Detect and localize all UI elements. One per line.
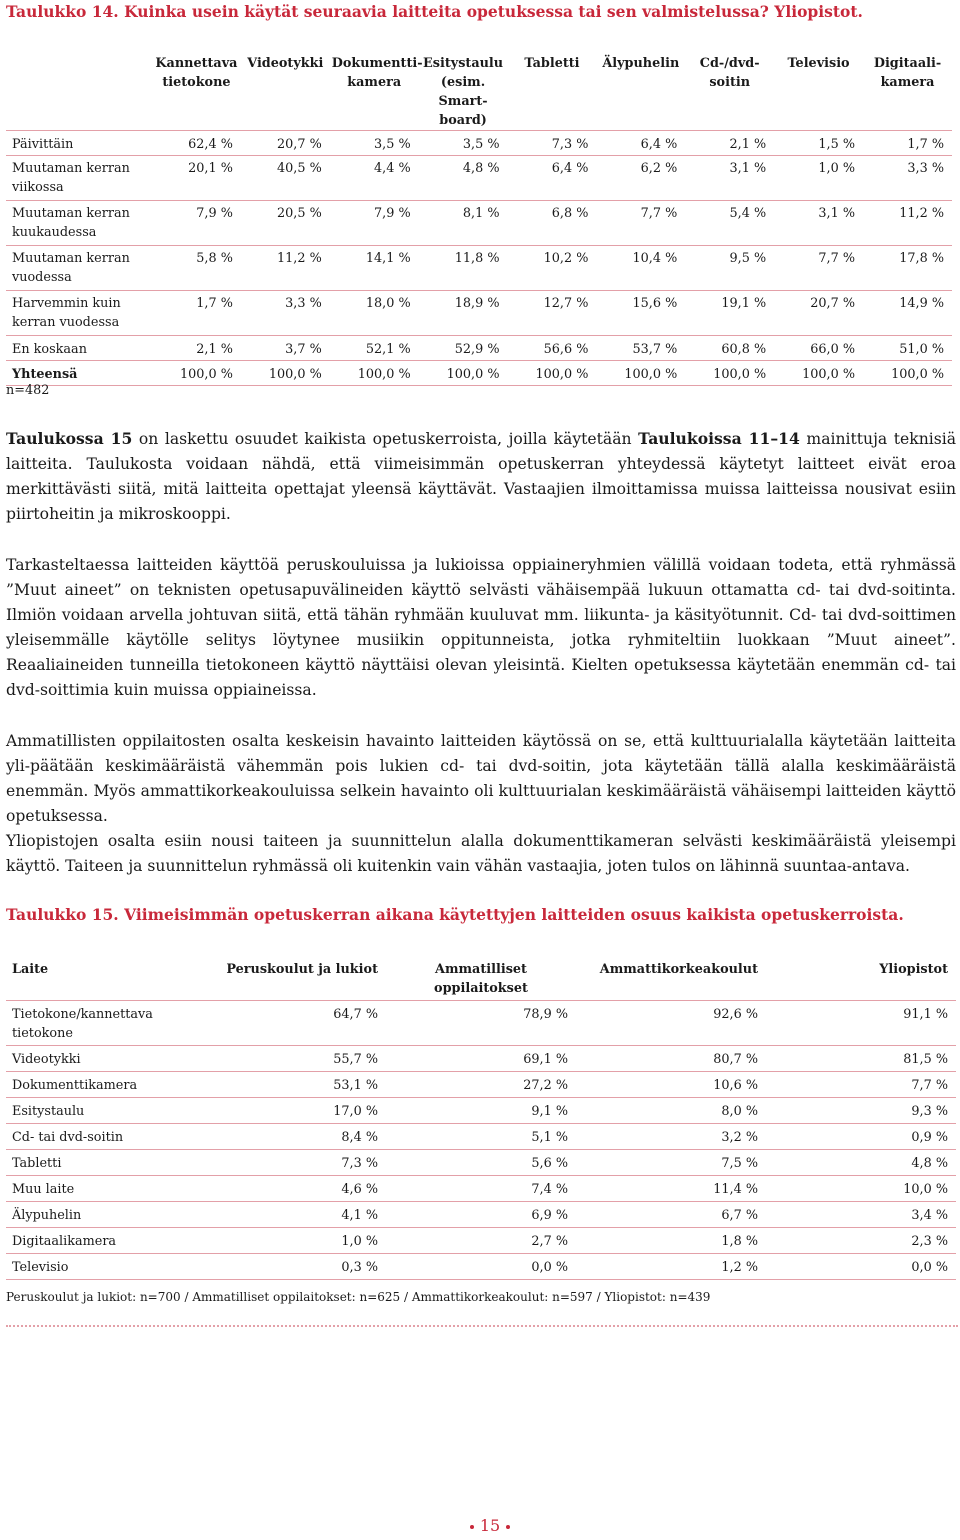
table-15 bbox=[6, 956, 956, 1280]
table14-column-header-line: Videotykki bbox=[247, 56, 324, 71]
row-label-line: Harvemmin kuin bbox=[12, 296, 121, 311]
table-cell: 78,9 % bbox=[386, 1000, 576, 1045]
table14-column-header bbox=[685, 50, 774, 131]
row-label bbox=[6, 291, 152, 336]
table-cell: 17,8 % bbox=[863, 246, 952, 291]
row-label-line: Muu laite bbox=[12, 1181, 75, 1197]
table-cell: 7,9 % bbox=[152, 201, 241, 246]
table14-column-header-line: Tabletti bbox=[524, 56, 580, 71]
table14-column-header-line: board) bbox=[439, 113, 487, 128]
row-label bbox=[6, 1201, 186, 1227]
table14-title: Taulukko 14. Kuinka usein käytät seuraavia laitteita opetuksessa tai sen valmistelussa? Yliopistot. bbox=[6, 2, 863, 21]
table-cell: 1,7 % bbox=[863, 131, 952, 156]
table-cell: 5,6 % bbox=[386, 1149, 576, 1175]
table15-column-header-line: Ammattikorkeakoulut bbox=[599, 962, 758, 977]
table-cell: 64,7 % bbox=[186, 1000, 386, 1045]
row-label bbox=[6, 156, 152, 201]
table15-column-header bbox=[766, 956, 956, 1000]
table-cell: 100,0 % bbox=[685, 361, 774, 386]
table-cell: 4,8 % bbox=[419, 156, 508, 201]
table-cell: 92,6 % bbox=[576, 1000, 766, 1045]
row-label-line: Päivittäin bbox=[12, 137, 74, 152]
table-cell: 5,4 % bbox=[685, 201, 774, 246]
table-cell: 51,0 % bbox=[863, 336, 952, 361]
table14-corner bbox=[6, 50, 152, 131]
row-label bbox=[6, 246, 152, 291]
table-cell: 19,1 % bbox=[685, 291, 774, 336]
table-row bbox=[6, 1253, 956, 1279]
table14-column-header-line: Esitystaulu bbox=[423, 56, 504, 71]
table-row bbox=[6, 1045, 956, 1071]
table15-column-header-line: Ammatilliset bbox=[435, 962, 527, 977]
table15-header bbox=[6, 956, 956, 1000]
table-row bbox=[6, 156, 952, 201]
table-cell: 11,2 % bbox=[241, 246, 330, 291]
row-label-line: Muutaman kerran bbox=[12, 161, 130, 176]
table-cell: 27,2 % bbox=[386, 1071, 576, 1097]
row-label bbox=[6, 361, 152, 386]
table-cell: 4,8 % bbox=[766, 1149, 956, 1175]
table-cell: 66,0 % bbox=[774, 336, 863, 361]
table-cell: 100,0 % bbox=[508, 361, 597, 386]
page-number bbox=[0, 1516, 960, 1535]
row-label bbox=[6, 1227, 186, 1253]
table-cell: 10,2 % bbox=[508, 246, 597, 291]
table-cell: 100,0 % bbox=[330, 361, 419, 386]
table-14 bbox=[6, 50, 952, 386]
bullet-dot-right bbox=[506, 1525, 510, 1529]
table14-column-header bbox=[596, 50, 685, 131]
table-cell: 56,6 % bbox=[508, 336, 597, 361]
table14-column-header-line: Älypuhelin bbox=[602, 56, 680, 71]
row-label bbox=[6, 1175, 186, 1201]
table-cell: 0,0 % bbox=[386, 1253, 576, 1279]
table-cell: 18,0 % bbox=[330, 291, 419, 336]
paragraph-2: Tarkasteltaessa laitteiden käyttöä peruskouluissa ja lukioissa oppiaineryhmien välillä voidaan todeta, että ryhmässä ”Muut aineet” on teknisten opetusapuvälineiden käyttö selvästi vähäisempää lukuun ottamatta cd- tai dvd-soitinta. Ilmiön voidaan arvella johtuvan siitä, että tähän ryhmään kuuluvat mm. liikunta- ja käsityötunnit. Cd- tai dvd-soittimen yleisemmälle käytölle selitys löytynee musiikin oppitunneista, jotka ryhmiteltiin luokkaan ”Muut aineet”. Reaaliaineiden tunneilla tietokoneen käyttö näyttäisi olevan yleisintä. Kielten opetuksessa käytetään enemmän cd- tai dvd-soittimia kuin muissa oppiaineissa. bbox=[6, 556, 956, 699]
table14-note: n=482 bbox=[6, 383, 50, 398]
row-label-line: Tabletti bbox=[12, 1155, 62, 1171]
table-cell: 7,9 % bbox=[330, 201, 419, 246]
row-label bbox=[6, 1149, 186, 1175]
table-cell: 1,7 % bbox=[152, 291, 241, 336]
table-cell: 14,9 % bbox=[863, 291, 952, 336]
table14-column-header-line: Cd-/dvd- bbox=[699, 56, 760, 71]
table-cell: 2,7 % bbox=[386, 1227, 576, 1253]
table-cell: 91,1 % bbox=[766, 1000, 956, 1045]
table-row bbox=[6, 361, 952, 386]
table-row bbox=[6, 1149, 956, 1175]
paragraph-1 bbox=[6, 426, 956, 527]
row-label bbox=[6, 1071, 186, 1097]
table-cell: 40,5 % bbox=[241, 156, 330, 201]
table15-body bbox=[6, 1000, 956, 1279]
paragraph-1-bold-1: Taulukossa 15 bbox=[6, 429, 133, 448]
table-cell: 100,0 % bbox=[774, 361, 863, 386]
table-cell: 53,7 % bbox=[596, 336, 685, 361]
table-cell: 11,2 % bbox=[863, 201, 952, 246]
table-cell: 0,9 % bbox=[766, 1123, 956, 1149]
table-cell: 4,1 % bbox=[186, 1201, 386, 1227]
table-cell: 7,7 % bbox=[596, 201, 685, 246]
table-cell: 53,1 % bbox=[186, 1071, 386, 1097]
table-cell: 100,0 % bbox=[152, 361, 241, 386]
table-cell: 10,6 % bbox=[576, 1071, 766, 1097]
table-cell: 52,1 % bbox=[330, 336, 419, 361]
table14-column-header-line: Digitaali- bbox=[873, 56, 942, 71]
table-cell: 80,7 % bbox=[576, 1045, 766, 1071]
table-cell: 1,8 % bbox=[576, 1227, 766, 1253]
table-cell: 14,1 % bbox=[330, 246, 419, 291]
table14-column-header bbox=[330, 50, 423, 131]
table-cell: 3,3 % bbox=[241, 291, 330, 336]
table14-column-header bbox=[863, 50, 952, 131]
table-cell: 62,4 % bbox=[152, 131, 241, 156]
table-cell: 5,1 % bbox=[386, 1123, 576, 1149]
table14-column-header bbox=[508, 50, 597, 131]
table-cell: 0,0 % bbox=[766, 1253, 956, 1279]
table-cell: 1,2 % bbox=[576, 1253, 766, 1279]
table-cell: 6,4 % bbox=[508, 156, 597, 201]
row-label-line: Videotykki bbox=[12, 1051, 81, 1067]
table-cell: 11,4 % bbox=[576, 1175, 766, 1201]
table-cell: 11,8 % bbox=[419, 246, 508, 291]
row-label-line: Tietokone/kannettava bbox=[12, 1006, 153, 1022]
table15-column-header bbox=[6, 956, 186, 1000]
row-label-line: Muutaman kerran bbox=[12, 206, 130, 221]
row-label-line: viikossa bbox=[12, 180, 64, 195]
table-cell: 2,3 % bbox=[766, 1227, 956, 1253]
table14-column-header-line: (esim. Smart- bbox=[438, 75, 488, 109]
table-cell: 3,5 % bbox=[330, 131, 419, 156]
table-row bbox=[6, 1227, 956, 1253]
table-row bbox=[6, 1175, 956, 1201]
table-cell: 52,9 % bbox=[419, 336, 508, 361]
table-cell: 7,7 % bbox=[766, 1071, 956, 1097]
row-label-line: Esitystaulu bbox=[12, 1103, 85, 1119]
paragraph-4: Yliopistojen osalta esiin nousi taiteen ja suunnittelun alalla dokumenttikameran selvästi keskimääräistä yleisempi käyttö. Taiteen ja suunnittelun ryhmässä oli kuitenkin vain vähän vastaajia, joten tulos on lähinnä suuntaa-antava. bbox=[6, 832, 956, 875]
row-label-line: Älypuhelin bbox=[12, 1207, 82, 1223]
table-cell: 6,4 % bbox=[596, 131, 685, 156]
row-label bbox=[6, 1045, 186, 1071]
paragraph-3: Ammatillisten oppilaitosten osalta keskeisin havainto laitteiden käytössä on se, että kulttuurialalla käytetään laitteita yli-päätään keskimääräistä vähemmän pois lukien cd- tai dvd-soitin, jota käytetään tällä alalla keskimääräistä enemmän. Myös ammattikorkeakouluissa selkein havainto oli kulttuurialan keskimääräistä vähäisempi laitteiden käyttö opetuksessa. bbox=[6, 732, 956, 825]
table15-column-header-line: Laite bbox=[12, 962, 49, 977]
table-cell: 55,7 % bbox=[186, 1045, 386, 1071]
table-row bbox=[6, 1097, 956, 1123]
table-cell: 12,7 % bbox=[508, 291, 597, 336]
table-cell: 1,5 % bbox=[774, 131, 863, 156]
row-label bbox=[6, 1253, 186, 1279]
row-label bbox=[6, 1000, 186, 1045]
paragraph-1-bold-2: Taulukoissa 11–14 bbox=[638, 429, 800, 448]
table14-column-header-line: Dokumentti- bbox=[331, 56, 423, 71]
table-cell: 3,2 % bbox=[576, 1123, 766, 1149]
paragraph-1-text-1: on laskettu osuudet kaikista opetuskerroista, joilla käytetään bbox=[132, 430, 639, 448]
table-row bbox=[6, 291, 952, 336]
table-cell: 8,4 % bbox=[186, 1123, 386, 1149]
table-cell: 3,5 % bbox=[419, 131, 508, 156]
bullet-dot-left bbox=[470, 1525, 474, 1529]
table-cell: 18,9 % bbox=[419, 291, 508, 336]
row-label bbox=[6, 1097, 186, 1123]
table14-header bbox=[6, 50, 952, 131]
table14-column-header bbox=[241, 50, 330, 131]
table-cell: 9,1 % bbox=[386, 1097, 576, 1123]
table-cell: 8,1 % bbox=[419, 201, 508, 246]
paragraph-1-text-2: mainittuja teknisiä laitteita. Taulukosta voidaan nähdä, että viimeisimmän opetuskerran yhteydessä käytetyt laitteet eivät eroa merkittävästi siitä, mitä laitteita opettajat yleensä käyttävät. Vastaajien ilmoittamissa muissa laitteissa nousivat esiin piirtoheitin ja mikroskooppi. bbox=[6, 430, 957, 523]
table-cell: 10,4 % bbox=[596, 246, 685, 291]
row-label bbox=[6, 201, 152, 246]
table14-column-header bbox=[419, 50, 508, 131]
table-cell: 7,7 % bbox=[774, 246, 863, 291]
row-label bbox=[6, 336, 152, 361]
table-row bbox=[6, 1071, 956, 1097]
table-cell: 1,0 % bbox=[774, 156, 863, 201]
section-divider bbox=[6, 1325, 958, 1327]
table-cell: 20,5 % bbox=[241, 201, 330, 246]
row-label-line: vuodessa bbox=[12, 270, 72, 285]
table-cell: 17,0 % bbox=[186, 1097, 386, 1123]
row-label-line: kuukaudessa bbox=[12, 225, 97, 240]
row-label bbox=[6, 131, 152, 156]
table-cell: 5,8 % bbox=[152, 246, 241, 291]
table15-note: Peruskoulut ja lukiot: n=700 / Ammatilliset oppilaitokset: n=625 / Ammattikorkeakoulut: n=597 / Yliopistot: n=439 bbox=[6, 1290, 711, 1304]
table15-column-header-line: Yliopistot bbox=[879, 962, 948, 977]
table-cell: 3,1 % bbox=[685, 156, 774, 201]
table-cell: 100,0 % bbox=[241, 361, 330, 386]
table-cell: 15,6 % bbox=[596, 291, 685, 336]
table-cell: 7,4 % bbox=[386, 1175, 576, 1201]
table-row bbox=[6, 131, 952, 156]
table-cell: 4,6 % bbox=[186, 1175, 386, 1201]
table-cell: 100,0 % bbox=[419, 361, 508, 386]
table-cell: 8,0 % bbox=[576, 1097, 766, 1123]
table-row bbox=[6, 1201, 956, 1227]
table14-column-header-line: kamera bbox=[880, 75, 935, 90]
table-row bbox=[6, 201, 952, 246]
table14-column-header-line: Televisio bbox=[787, 56, 850, 71]
row-label-line: Yhteensä bbox=[12, 367, 78, 382]
row-label-line: Televisio bbox=[12, 1259, 69, 1275]
table14-column-header bbox=[774, 50, 863, 131]
table-row bbox=[6, 1000, 956, 1045]
row-label bbox=[6, 1123, 186, 1149]
row-label-line: En koskaan bbox=[12, 342, 87, 357]
table-cell: 2,1 % bbox=[152, 336, 241, 361]
table-cell: 9,5 % bbox=[685, 246, 774, 291]
table14-column-header-line: soitin bbox=[709, 75, 751, 90]
table15-title: Taulukko 15. Viimeisimmän opetuskerran aikana käytettyjen laitteiden osuus kaikista opetuskerroista. bbox=[6, 905, 904, 924]
table-row bbox=[6, 1123, 956, 1149]
table15-column-header-line: Peruskoulut ja lukiot bbox=[226, 962, 378, 977]
table-cell: 100,0 % bbox=[596, 361, 685, 386]
table-cell: 4,4 % bbox=[330, 156, 419, 201]
table14-column-header-line: Kannettava bbox=[155, 56, 238, 71]
table-cell: 6,7 % bbox=[576, 1201, 766, 1227]
table-cell: 20,1 % bbox=[152, 156, 241, 201]
table-cell: 20,7 % bbox=[241, 131, 330, 156]
table15-column-header-line: oppilaitokset bbox=[434, 981, 528, 996]
table-cell: 81,5 % bbox=[766, 1045, 956, 1071]
table-cell: 7,3 % bbox=[508, 131, 597, 156]
table15-column-header bbox=[386, 956, 576, 1000]
row-label-line: Digitaalikamera bbox=[12, 1233, 117, 1249]
table-cell: 69,1 % bbox=[386, 1045, 576, 1071]
table-cell: 20,7 % bbox=[774, 291, 863, 336]
row-label-line: Dokumenttikamera bbox=[12, 1077, 138, 1093]
table-cell: 60,8 % bbox=[685, 336, 774, 361]
table-cell: 2,1 % bbox=[685, 131, 774, 156]
table-cell: 1,0 % bbox=[186, 1227, 386, 1253]
table-cell: 6,9 % bbox=[386, 1201, 576, 1227]
table15-column-header bbox=[576, 956, 766, 1000]
table-cell: 10,0 % bbox=[766, 1175, 956, 1201]
row-label-line: Cd- tai dvd-soitin bbox=[12, 1129, 124, 1145]
table-cell: 3,4 % bbox=[766, 1201, 956, 1227]
table-row bbox=[6, 246, 952, 291]
table-cell: 9,3 % bbox=[766, 1097, 956, 1123]
table-cell: 3,7 % bbox=[241, 336, 330, 361]
table-cell: 6,2 % bbox=[596, 156, 685, 201]
table-cell: 3,1 % bbox=[774, 201, 863, 246]
table-cell: 100,0 % bbox=[863, 361, 952, 386]
page-number-text: 15 bbox=[479, 1516, 501, 1535]
table-cell: 7,3 % bbox=[186, 1149, 386, 1175]
table-cell: 7,5 % bbox=[576, 1149, 766, 1175]
table14-column-header-line: kamera bbox=[347, 75, 402, 90]
table-cell: 6,8 % bbox=[508, 201, 597, 246]
table14-column-header bbox=[152, 50, 241, 131]
table15-column-header bbox=[186, 956, 386, 1000]
row-label-line: kerran vuodessa bbox=[12, 315, 120, 330]
table14-column-header-line: tietokone bbox=[162, 75, 231, 90]
table-row bbox=[6, 336, 952, 361]
row-label-line: tietokone bbox=[12, 1025, 73, 1041]
row-label-line: Muutaman kerran bbox=[12, 251, 130, 266]
table14-body bbox=[6, 131, 952, 386]
table-cell: 3,3 % bbox=[863, 156, 952, 201]
table-cell: 0,3 % bbox=[186, 1253, 386, 1279]
